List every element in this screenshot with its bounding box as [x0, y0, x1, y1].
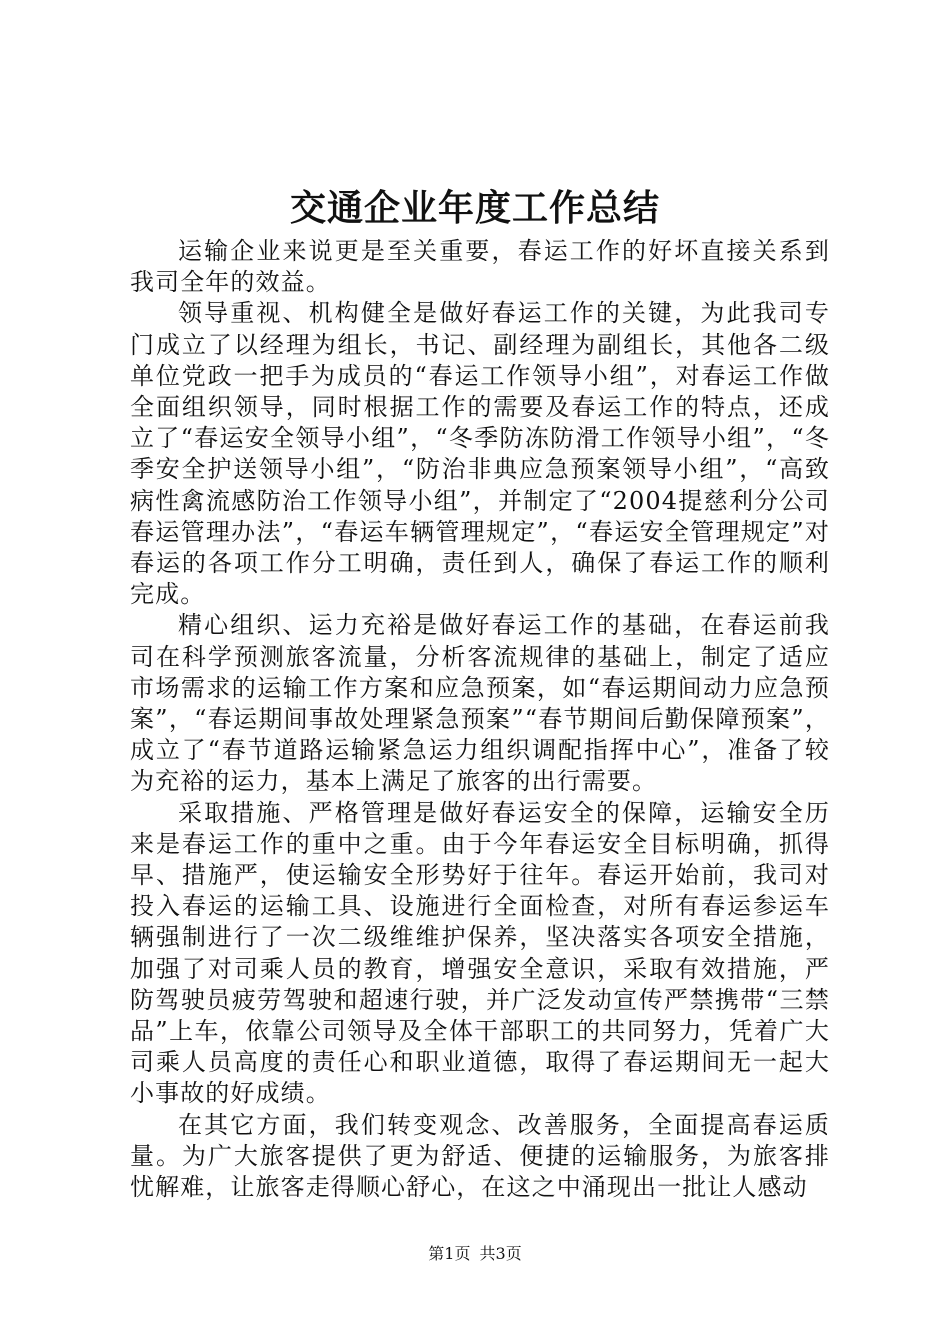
- document-title: 交通企业年度工作总结: [289, 187, 660, 229]
- paragraph-intro: 运输企业来说更是至关重要，春运工作的好坏直接关系到我司全年的效益。: [130, 237, 830, 297]
- paragraph-safety: 采取措施、严格管理是做好春运安全的保障，运输安全历来是春运工作的重中之重。由于今年春运安全目标明确，抓得早、措施严，使运输安全形势好于往年。春运开始前，我司对投入春运的运输工具、设施进行全面检查，对所有春运参运车辆强制进行了一次二级维维护保养，坚决落实各项安全措施，加强了对司乘人员的教育，增强安全意识，采取有效措施，严防驾驶员疲劳驾驶和超速行驶，并广泛发动宣传严禁携带“三禁品”上车，依靠公司领导及全体干部职工的共同努力，凭着广大司乘人员高度的责任心和职业道德，取得了春运期间无一起大小事故的好成绩。: [130, 798, 830, 1108]
- page-footer: [0, 1242, 950, 1266]
- paragraph-service: 在其它方面，我们转变观念、改善服务，全面提高春运质量。为广大旅客提供了更为舒适、便捷的运输服务，为旅客排忧解难，让旅客走得顺心舒心，在这之中涌现出一批让人感动: [130, 1110, 830, 1202]
- page-number: 第1页: [428, 1244, 471, 1263]
- paragraph-organization: 精心组织、运力充裕是做好春运工作的基础，在春运前我司在科学预测旅客流量，分析客流规律的基础上，制定了适应市场需求的运输工作方案和应急预案，如“春运期间动力应急预案”，“春运期间事故处理紧急预案”“春节期间后勤保障预案”，成立了“春节道路运输紧急运力组织调配指挥中心”，准备了较为充裕的运力，基本上满足了旅客的出行需要。: [130, 611, 830, 796]
- paragraph-leadership: 领导重视、机构健全是做好春运工作的关键，为此我司专门成立了以经理为组长，书记、副经理为副组长，其他各二级单位党政一把手为成员的“春运工作领导小组”，对春运工作做全面组织领导，同时根据工作的需要及春运工作的特点，还成立了“春运安全领导小组”，“冬季防冻防滑工作领导小组”，“冬季安全护送领导小组”，“防治非典应急预案领导小组”，“高致病性禽流感防治工作领导小组”，并制定了“2004提慈利分公司春运管理办法”，“春运车辆管理规定”，“春运安全管理规定”对春运的各项工作分工明确，责任到人，确保了春运工作的顺利完成。: [130, 299, 830, 609]
- page-total: 共3页: [479, 1244, 522, 1263]
- document-body: [130, 236, 830, 1203]
